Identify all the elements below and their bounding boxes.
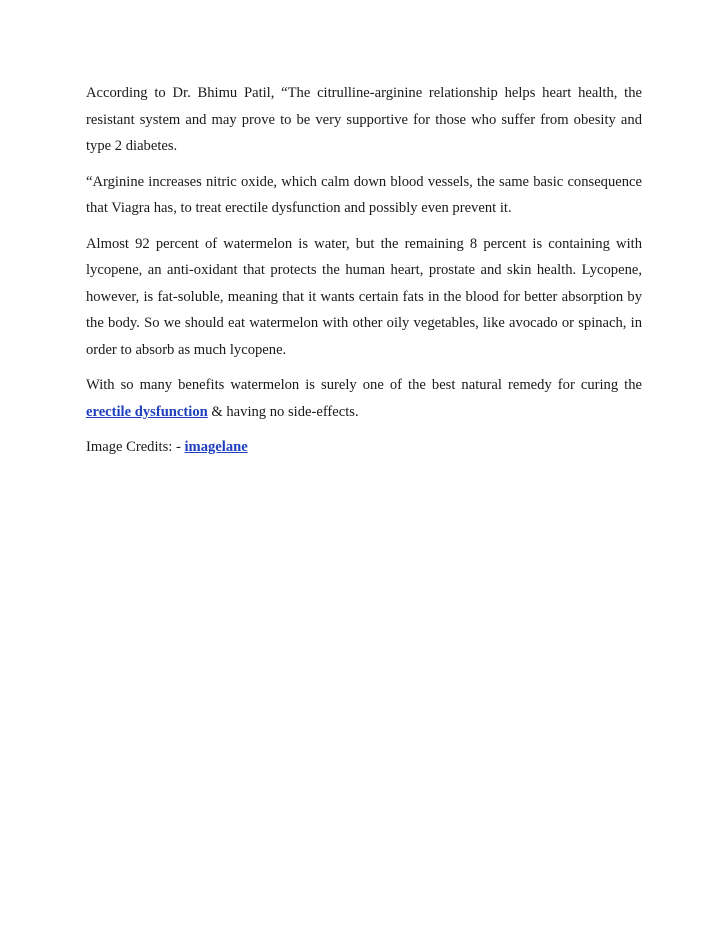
image-credits (86, 434, 642, 461)
paragraph-arginine: “Arginine increases nitric oxide, which calm down blood vessels, the same basic consequence that Viagra has, to treat erectile dysfunction and possibly even prevent it. (86, 173, 642, 216)
paragraph-patil-quote: According to Dr. Bhimu Patil, “The citrulline-arginine relationship helps heart health, the resistant system and may prove to be very supportive for those who suffer from obesity and type 2 diabetes. (86, 85, 642, 154)
image-credits-label: Image Credits: - (86, 439, 185, 455)
paragraph-lycopene: Almost 92 percent of watermelon is water, but the remaining 8 percent is containing with lycopene, an anti-oxidant that protects the human heart, prostate and skin health. Lycopene, however, is fat-soluble, meaning that it wants certain fats in the blood for better absorption by the body. So we should eat watermelon with other oily vegetables, like avocado or spinach, in order to absorb as much lycopene. (86, 235, 642, 358)
document-page (86, 80, 642, 470)
erectile-dysfunction-link[interactable]: erectile dysfunction (86, 403, 208, 420)
benefits-text-before: With so many benefits watermelon is surely one of the best natural remedy for curing the (86, 377, 642, 393)
paragraph-benefits (86, 372, 642, 425)
imagelane-link[interactable]: imagelane (184, 439, 248, 455)
benefits-text-after: & having no side-effects. (207, 403, 359, 420)
